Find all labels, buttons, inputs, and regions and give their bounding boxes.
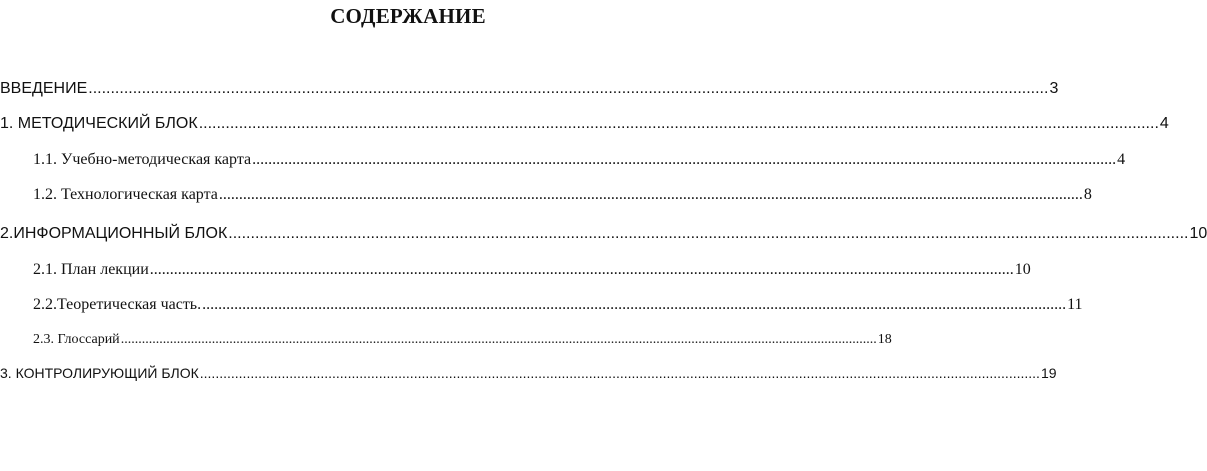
toc-leader-dots: ........................................................................................................................................................................................................................ xyxy=(199,365,1040,381)
toc-entry-methodical-map xyxy=(33,151,1126,169)
toc-entry-information-block xyxy=(0,225,1207,243)
toc-page-number: 3 xyxy=(1049,80,1059,97)
toc-leader-dots: ........................................................................................................................................................................................................................ xyxy=(149,261,1014,278)
toc-entry-glossary xyxy=(33,332,892,348)
toc-entry-control-block xyxy=(0,365,1057,381)
toc-leader-dots: ........................................................................................................................................................................................................................ xyxy=(88,80,1049,97)
toc-leader-dots: ........................................................................................................................................................................................................................ xyxy=(218,186,1083,203)
toc-entry-technological-map xyxy=(33,186,1092,204)
toc-entry-text: 1.2. Технологическая карта xyxy=(33,186,218,203)
toc-entry-introduction xyxy=(0,80,1059,98)
page-title: СОДЕРЖАНИЕ xyxy=(330,4,486,28)
toc-page-number: 10 xyxy=(1189,225,1207,242)
toc-entry-text: 2.3. Глоссарий xyxy=(33,332,120,347)
toc-page-number: 18 xyxy=(877,332,892,347)
toc-entry-text: 1.1. Учебно-методическая карта xyxy=(33,151,252,168)
toc-entry-text: 2.ИНФОРМАЦИОННЫЙ БЛОК xyxy=(0,225,228,242)
toc-leader-dots: ........................................................................................................................................................................................................................ xyxy=(228,225,1189,242)
toc-entry-text: ВВЕДЕНИЕ xyxy=(0,80,88,97)
toc-entry-text: 3. КОНТРОЛИРУЮЩИЙ БЛОК xyxy=(0,365,199,381)
toc-entry-text: 2.2.Теоретическая часть. xyxy=(33,296,202,313)
toc-page-number: 19 xyxy=(1040,365,1057,381)
toc-entry-lecture-plan xyxy=(33,261,1031,279)
toc-entry-text: 2.1. План лекции xyxy=(33,261,149,278)
toc-page-number: 4 xyxy=(1159,115,1169,132)
toc-entry-methodical-block xyxy=(0,115,1169,133)
toc-page-number: 8 xyxy=(1083,186,1092,203)
toc-leader-dots: ........................................................................................................................................................................................................................ xyxy=(252,151,1117,168)
toc-entry-text: 1. МЕТОДИЧЕСКИЙ БЛОК xyxy=(0,115,198,132)
toc-entry-theoretical-part xyxy=(33,296,1083,314)
toc-leader-dots: ........................................................................................................................................................................................................................ xyxy=(120,332,877,347)
toc-page-number: 4 xyxy=(1117,151,1126,168)
toc-page-number: 11 xyxy=(1067,296,1083,313)
toc-leader-dots: ........................................................................................................................................................................................................................ xyxy=(198,115,1159,132)
toc-leader-dots: ........................................................................................................................................................................................................................ xyxy=(202,296,1067,313)
toc-page-number: 10 xyxy=(1014,261,1031,278)
